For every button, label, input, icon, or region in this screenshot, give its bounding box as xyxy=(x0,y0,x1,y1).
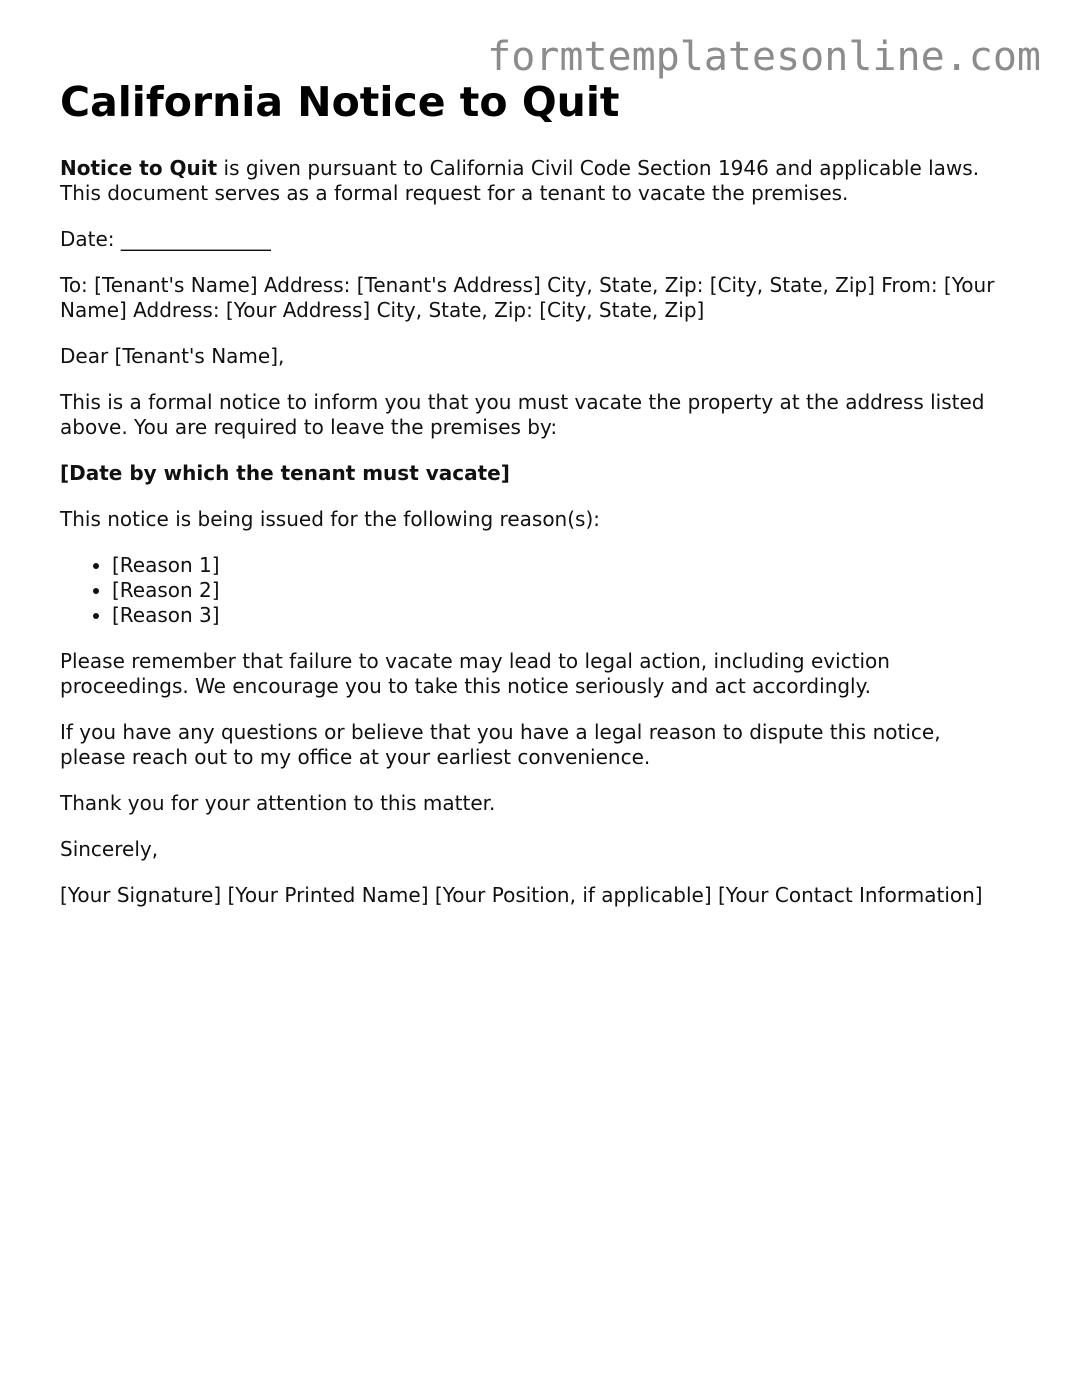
signature-block: [Your Signature] [Your Printed Name] [Your Position, if applicable] [Your Contact Information] xyxy=(60,883,983,907)
list-item: • [Reason 1] xyxy=(112,553,1010,578)
intro-paragraph xyxy=(60,156,1010,206)
warning-paragraph: Please remember that failure to vacate may lead to legal action, including eviction proceedings. We encourage you to take this notice seriously and act accordingly. xyxy=(60,649,890,698)
watermark: formtemplatesonline.com xyxy=(487,34,1041,80)
notice-paragraph: This is a formal notice to inform you that you must vacate the property at the address listed above. You are required to leave the premises by: xyxy=(60,390,985,439)
address-block: To: [Tenant's Name] Address: [Tenant's Address] City, State, Zip: [City, State, Zip] From: [Your Name] Address: [Your Address] City, State, Zip: [City, State, Zip] xyxy=(60,273,995,322)
page-title: California Notice to Quit xyxy=(60,78,620,126)
list-item: • [Reason 3] xyxy=(112,603,1010,628)
reasons-intro: This notice is being issued for the following reason(s): xyxy=(60,507,600,531)
reasons-list xyxy=(60,553,1010,628)
intro-bold-lead: Notice to Quit xyxy=(60,156,218,180)
document-body xyxy=(60,78,1010,929)
vacate-date: [Date by which the tenant must vacate] xyxy=(60,461,510,485)
list-item: • [Reason 2] xyxy=(112,578,1010,603)
salutation: Dear [Tenant's Name], xyxy=(60,344,285,368)
intro-text: is given pursuant to California Civil Code Section 1946 and applicable laws. This document serves as a formal request for a tenant to vacate the premises. xyxy=(60,156,980,205)
questions-paragraph: If you have any questions or believe that you have a legal reason to dispute this notice, please reach out to my office at your earliest convenience. xyxy=(60,720,941,769)
thanks-paragraph: Thank you for your attention to this matter. xyxy=(60,791,496,815)
closing: Sincerely, xyxy=(60,837,159,861)
date-line: Date: _______________ xyxy=(60,227,271,251)
